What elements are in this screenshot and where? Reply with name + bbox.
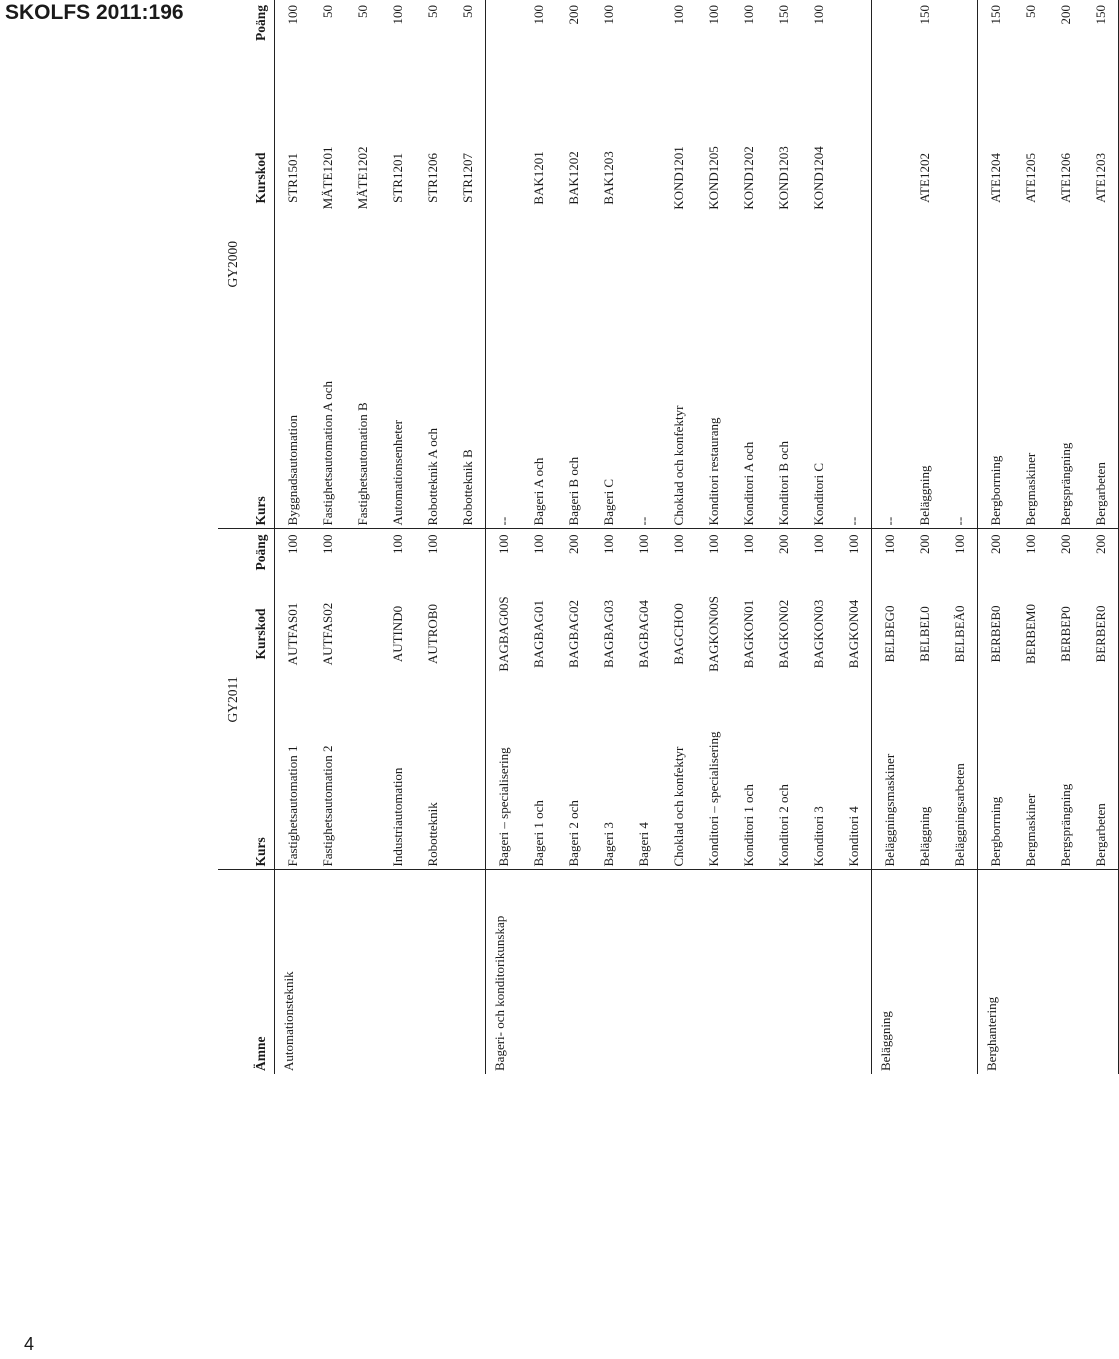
course-mapping-table-container — [218, 0, 1108, 1074]
table-row — [521, 0, 556, 1074]
cell-kurs-gy2011: Konditori 1 och — [741, 784, 756, 867]
column-header-kurskod-gy2000: Kurskod — [246, 68, 275, 288]
cell-kurs-gy2000: Automationsenheter — [390, 420, 405, 526]
cell-kurskod-gy2011: BAGCHO0 — [671, 603, 686, 665]
cell-poang-gy2000 — [486, 0, 522, 68]
cell-poang-gy2000: 200 — [566, 4, 581, 25]
cell-kurs-gy2011: Fastighetsautomation 2 — [320, 745, 335, 867]
cell-kurskod-gy2000: KOND1202 — [741, 146, 756, 210]
cell-amne — [907, 870, 942, 1074]
cell-amne — [1013, 870, 1048, 1074]
table-row — [450, 0, 486, 1074]
cell-kurs-gy2000: Beläggning — [917, 465, 932, 526]
cell-kurs-gy2000: -- — [872, 288, 908, 529]
cell-amne — [415, 870, 450, 1074]
cell-kurs-gy2011: Beläggningsarbeten — [952, 763, 967, 867]
cell-poang-gy2000: 100 — [706, 4, 721, 25]
table-row — [731, 0, 766, 1074]
cell-kurskod-gy2000 — [872, 68, 908, 288]
cell-kurs-gy2000: Fastighetsautomation B — [355, 402, 370, 526]
column-header-poang-gy2011: Poäng — [246, 529, 275, 576]
cell-poang-gy2011: 100 — [696, 529, 731, 576]
cell-kurskod-gy2000: ATE1202 — [917, 153, 932, 203]
cell-poang-gy2011: 100 — [872, 529, 908, 576]
cell-poang-gy2011: 100 — [661, 529, 696, 576]
cell-poang-gy2011: 200 — [1048, 529, 1083, 576]
column-header-kurs-gy2000: Kurs — [246, 288, 275, 529]
cell-kurskod-gy2000 — [486, 68, 522, 288]
cell-kurs-gy2000: -- — [486, 288, 522, 529]
cell-kurs-gy2011: Bageri 1 och — [531, 800, 546, 867]
cell-kurskod-gy2011: BERBER0 — [1083, 576, 1119, 692]
cell-kurs-gy2011: Industriautomation — [390, 767, 405, 867]
cell-kurs-gy2000: Konditori restaurang — [706, 417, 721, 526]
cell-poang-gy2011: 100 — [626, 529, 661, 576]
cell-amne — [661, 870, 696, 1074]
cell-kurs-gy2011 — [450, 692, 486, 870]
cell-kurs-gy2000: Bergsprängning — [1058, 442, 1073, 526]
cell-poang-gy2011: 100 — [836, 529, 872, 576]
table-row — [907, 0, 942, 1074]
cell-amne: Bageri- och konditorikunskap — [486, 870, 522, 1074]
table-group-header-row — [218, 0, 246, 1074]
cell-poang-gy2011: 100 — [521, 529, 556, 576]
cell-kurskod-gy2000: KOND1204 — [811, 146, 826, 210]
cell-kurs-gy2011: Konditori 3 — [811, 806, 826, 867]
cell-kurs-gy2011: Bageri 2 och — [566, 800, 581, 867]
cell-kurskod-gy2000: KOND1205 — [706, 146, 721, 210]
cell-kurskod-gy2000: BAK1201 — [531, 151, 546, 205]
cell-kurs-gy2000: Robotteknik A och — [425, 427, 440, 526]
cell-kurskod-gy2011: BAGKON01 — [741, 599, 756, 669]
cell-poang-gy2000 — [942, 0, 978, 68]
cell-kurskod-gy2011: BERBEB0 — [978, 576, 1014, 692]
cell-kurskod-gy2000 — [942, 68, 978, 288]
cell-amne — [696, 870, 731, 1074]
cell-poang-gy2011: 100 — [415, 529, 450, 576]
cell-poang-gy2011 — [450, 529, 486, 576]
cell-poang-gy2000: 150 — [1083, 0, 1119, 68]
cell-amne — [836, 870, 872, 1074]
cell-poang-gy2000: 100 — [531, 4, 546, 25]
table-row — [942, 0, 978, 1074]
cell-kurskod-gy2000: MÄTE1202 — [355, 146, 370, 210]
cell-poang-gy2000: 200 — [1058, 4, 1073, 25]
cell-kurs-gy2011: Bergborrning — [978, 692, 1014, 870]
table-row — [1013, 0, 1048, 1074]
table-row — [380, 0, 415, 1074]
cell-kurs-gy2000: Bergmaskiner — [1023, 452, 1038, 526]
cell-poang-gy2000: 100 — [285, 4, 300, 25]
cell-kurskod-gy2011: BERBEM0 — [1023, 604, 1038, 664]
cell-kurs-gy2011: Robotteknik — [425, 802, 440, 867]
cell-poang-gy2000 — [872, 0, 908, 68]
cell-kurskod-gy2000: KOND1203 — [776, 146, 791, 210]
cell-kurskod-gy2000: STR1206 — [425, 153, 440, 203]
cell-poang-gy2011: 100 — [942, 529, 978, 576]
cell-amne — [731, 870, 766, 1074]
cell-kurs-gy2011: Bageri 4 — [636, 822, 651, 867]
cell-kurs-gy2011: Konditori 4 — [846, 806, 861, 867]
table-row — [801, 0, 836, 1074]
cell-kurs-gy2000: Konditori A och — [741, 441, 756, 526]
cell-kurs-gy2000: Bageri B och — [566, 456, 581, 526]
cell-kurskod-gy2011: AUTFAS01 — [285, 602, 300, 666]
cell-poang-gy2000: 150 — [776, 4, 791, 25]
table-row — [486, 0, 522, 1074]
column-header-amne: Ämne — [246, 870, 275, 1074]
cell-amne — [1083, 870, 1119, 1074]
cell-kurskod-gy2011 — [450, 576, 486, 692]
cell-kurskod-gy2000: STR1207 — [460, 153, 475, 203]
cell-poang-gy2011: 200 — [978, 529, 1014, 576]
cell-kurskod-gy2000: STR1201 — [390, 153, 405, 203]
cell-amne — [380, 870, 415, 1074]
cell-kurskod-gy2011: BERBEP0 — [1058, 606, 1073, 662]
cell-kurskod-gy2000: BAK1202 — [566, 151, 581, 205]
cell-kurs-gy2000: Choklad och konfektyr — [671, 405, 686, 526]
cell-kurs-gy2000: Fastighetsautomation A och — [320, 381, 335, 526]
cell-kurs-gy2011: Bageri – specialisering — [486, 692, 522, 870]
cell-kurs-gy2000: Robotteknik B — [460, 449, 475, 526]
cell-poang-gy2011: 100 — [310, 529, 345, 576]
table-row — [766, 0, 801, 1074]
cell-kurskod-gy2000 — [626, 68, 661, 288]
group-header-gy2000: GY2000 — [224, 240, 240, 288]
cell-kurskod-gy2011: BAGBAG01 — [531, 600, 546, 668]
cell-kurskod-gy2011: BAGBAG02 — [566, 600, 581, 668]
table-row — [1083, 0, 1119, 1074]
cell-poang-gy2000 — [626, 0, 661, 68]
cell-kurs-gy2011: Konditori 2 och — [776, 784, 791, 867]
table-row — [626, 0, 661, 1074]
cell-poang-gy2000: 100 — [671, 4, 686, 25]
table-row — [696, 0, 731, 1074]
cell-amne — [591, 870, 626, 1074]
cell-kurs-gy2000: -- — [846, 516, 861, 526]
cell-poang-gy2000: 150 — [917, 4, 932, 25]
column-header-kurs-gy2011: Kurs — [246, 692, 275, 870]
document-header: SKOLFS 2011:196 — [5, 1, 184, 24]
cell-amne: Berghantering — [978, 870, 1014, 1074]
cell-kurs-gy2000: Konditori B och — [776, 440, 791, 526]
cell-poang-gy2011: 100 — [731, 529, 766, 576]
cell-poang-gy2000: 50 — [425, 4, 440, 18]
cell-kurs-gy2011: Fastighetsautomation 1 — [285, 745, 300, 867]
cell-poang-gy2000: 100 — [601, 4, 616, 25]
cell-amne — [766, 870, 801, 1074]
cell-kurskod-gy2000: ATE1204 — [978, 68, 1014, 288]
cell-kurskod-gy2000: ATE1206 — [1058, 153, 1073, 203]
cell-amne — [1048, 870, 1083, 1074]
cell-kurs-gy2011: Choklad och konfektyr — [671, 746, 686, 867]
cell-poang-gy2011: 200 — [556, 529, 591, 576]
cell-poang-gy2000: 150 — [978, 0, 1014, 68]
cell-kurs-gy2011: Bergmaskiner — [1023, 793, 1038, 867]
cell-amne — [521, 870, 556, 1074]
cell-kurskod-gy2000: KOND1201 — [671, 146, 686, 210]
cell-kurs-gy2011: Bageri 3 — [601, 822, 616, 867]
table-row — [661, 0, 696, 1074]
page-number: 4 — [24, 1334, 35, 1354]
table-row — [978, 0, 1014, 1074]
table-row — [1048, 0, 1083, 1074]
cell-poang-gy2011: 200 — [907, 529, 942, 576]
cell-poang-gy2011: 100 — [486, 529, 522, 576]
cell-kurskod-gy2000: ATE1203 — [1083, 68, 1119, 288]
cell-poang-gy2011: 100 — [1013, 529, 1048, 576]
cell-poang-gy2000: 50 — [355, 4, 370, 18]
cell-kurskod-gy2011: BAGKON04 — [846, 599, 861, 669]
cell-poang-gy2011: 200 — [1083, 529, 1119, 576]
cell-kurskod-gy2011: BELBEL0 — [917, 606, 932, 662]
cell-poang-gy2011 — [345, 529, 380, 576]
course-mapping-table — [218, 0, 1119, 1074]
cell-kurs-gy2000: Byggnadsautomation — [285, 414, 300, 526]
cell-poang-gy2011: 100 — [380, 529, 415, 576]
cell-kurs-gy2000: -- — [952, 516, 967, 526]
cell-kurskod-gy2000: STR1501 — [285, 153, 300, 203]
cell-kurskod-gy2011: AUTROB0 — [425, 604, 440, 664]
cell-poang-gy2011: 100 — [591, 529, 626, 576]
cell-poang-gy2000: 100 — [390, 4, 405, 25]
cell-amne — [942, 870, 978, 1074]
cell-kurskod-gy2011: BAGKON00S — [706, 596, 721, 672]
cell-kurs-gy2011 — [345, 692, 380, 870]
cell-kurs-gy2011: Bergarbeten — [1083, 692, 1119, 870]
table-row — [275, 0, 311, 1074]
cell-kurskod-gy2011: BELBEÄ0 — [952, 605, 967, 663]
cell-poang-gy2000: 50 — [320, 4, 335, 18]
cell-poang-gy2011: 200 — [766, 529, 801, 576]
cell-kurs-gy2011: Beläggningsmaskiner — [872, 692, 908, 870]
cell-kurskod-gy2011: BAGKON02 — [776, 599, 791, 669]
cell-kurs-gy2011: Bergsprängning — [1058, 783, 1073, 867]
table-row — [872, 0, 908, 1074]
cell-kurs-gy2011: Konditori – specialisering — [706, 731, 721, 867]
cell-kurs-gy2000: Bergarbeten — [1083, 288, 1119, 529]
cell-kurskod-gy2011: BAGBAG00S — [486, 576, 522, 692]
cell-amne — [626, 870, 661, 1074]
cell-kurskod-gy2011: BAGBAG03 — [601, 600, 616, 668]
column-header-kurskod-gy2011: Kurskod — [246, 576, 275, 692]
cell-poang-gy2011: 100 — [275, 529, 311, 576]
cell-kurskod-gy2011: BELBEG0 — [872, 576, 908, 692]
cell-poang-gy2000: 50 — [460, 4, 475, 18]
table-row — [345, 0, 380, 1074]
group-header-gy2011: GY2011 — [218, 529, 246, 870]
column-header-poang-gy2000: Poäng — [246, 0, 275, 68]
table-body — [275, 0, 1119, 1074]
table-row — [556, 0, 591, 1074]
cell-kurs-gy2000: Bageri C — [601, 478, 616, 526]
cell-amne: Automationsteknik — [275, 870, 311, 1074]
cell-kurs-gy2000: -- — [636, 516, 651, 526]
cell-poang-gy2011: 100 — [801, 529, 836, 576]
cell-amne: Beläggning — [872, 870, 908, 1074]
cell-kurskod-gy2000 — [836, 68, 872, 288]
cell-poang-gy2000: 100 — [741, 4, 756, 25]
cell-amne — [450, 870, 486, 1074]
cell-amne — [801, 870, 836, 1074]
cell-poang-gy2000: 100 — [811, 4, 826, 25]
cell-kurskod-gy2000: BAK1203 — [601, 151, 616, 205]
cell-kurskod-gy2011: BAGBAG04 — [636, 600, 651, 668]
cell-kurs-gy2000: Konditori C — [811, 462, 826, 526]
cell-kurskod-gy2011: AUTIND0 — [390, 605, 405, 663]
table-row — [836, 0, 872, 1074]
cell-poang-gy2000 — [836, 0, 872, 68]
group-header-blank — [218, 870, 246, 1074]
cell-amne — [345, 870, 380, 1074]
cell-poang-gy2000: 50 — [1023, 4, 1038, 18]
cell-kurskod-gy2000: MÄTE1201 — [320, 146, 335, 210]
cell-kurs-gy2011: Beläggning — [917, 806, 932, 867]
cell-kurs-gy2000: Bageri A och — [531, 457, 546, 526]
cell-kurskod-gy2011: AUTFAS02 — [320, 602, 335, 666]
cell-amne — [556, 870, 591, 1074]
table-row — [415, 0, 450, 1074]
table-row — [310, 0, 345, 1074]
table-row — [591, 0, 626, 1074]
cell-kurskod-gy2011: BAGKON03 — [811, 599, 826, 669]
cell-kurskod-gy2011 — [345, 576, 380, 692]
cell-kurs-gy2000: Bergborrning — [978, 288, 1014, 529]
cell-amne — [310, 870, 345, 1074]
table-column-header-row — [246, 0, 275, 1074]
cell-kurskod-gy2000: ATE1205 — [1023, 153, 1038, 203]
